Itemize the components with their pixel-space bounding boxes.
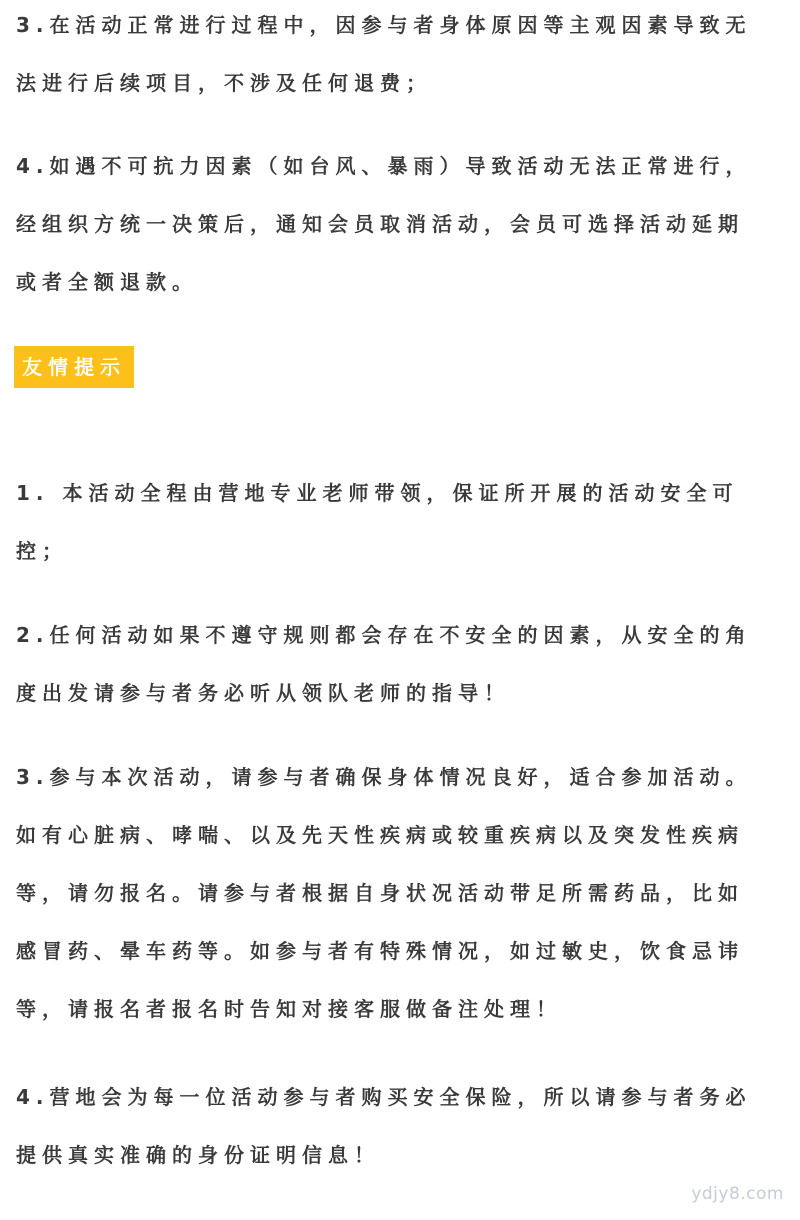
- tip-item-3: [16, 748, 788, 1038]
- refund-item-4: [16, 137, 788, 311]
- text-line: 4.如遇不可抗力因素（如台风、暴雨）导致活动无法正常进行，: [16, 154, 752, 178]
- text-line: 度出发请参与者务必听从领队老师的指导！: [16, 681, 510, 705]
- text-line: 提供真实准确的身份证明信息！: [16, 1143, 380, 1167]
- text-line: 1. 本活动全程由营地专业老师带领，保证所开展的活动安全可: [16, 481, 739, 505]
- text-line: 等，请报名者报名时告知对接客服做备注处理！: [16, 997, 562, 1021]
- text-line: 4.营地会为每一位活动参与者购买安全保险，所以请参与者务必: [16, 1085, 752, 1109]
- text-line: 控；: [16, 539, 68, 563]
- text-line: 2.任何活动如果不遵守规则都会存在不安全的因素，从安全的角: [16, 623, 752, 647]
- text-line: 3.参与本次活动，请参与者确保身体情况良好，适合参加活动。: [16, 765, 752, 789]
- tip-item-4: [16, 1068, 788, 1184]
- tips-heading: 友情提示: [14, 346, 134, 388]
- refund-item-3: [16, 0, 788, 112]
- text-line: 等，请勿报名。请参与者根据自身状况活动带足所需药品，比如: [16, 881, 744, 905]
- site-watermark: ydjy8.com: [691, 1184, 784, 1204]
- text-line: 经组织方统一决策后，通知会员取消活动，会员可选择活动延期: [16, 212, 744, 236]
- text-line: 3.在活动正常进行过程中，因参与者身体原因等主观因素导致无: [16, 13, 752, 37]
- text-line: 感冒药、晕车药等。如参与者有特殊情况，如过敏史，饮食忌讳: [16, 939, 744, 963]
- text-line: 或者全额退款。: [16, 270, 198, 294]
- text-line: 如有心脏病、哮喘、以及先天性疾病或较重疾病以及突发性疾病: [16, 823, 744, 847]
- text-line: 法进行后续项目，不涉及任何退费；: [16, 71, 432, 95]
- tip-item-1: [16, 464, 788, 580]
- tip-item-2: [16, 606, 788, 722]
